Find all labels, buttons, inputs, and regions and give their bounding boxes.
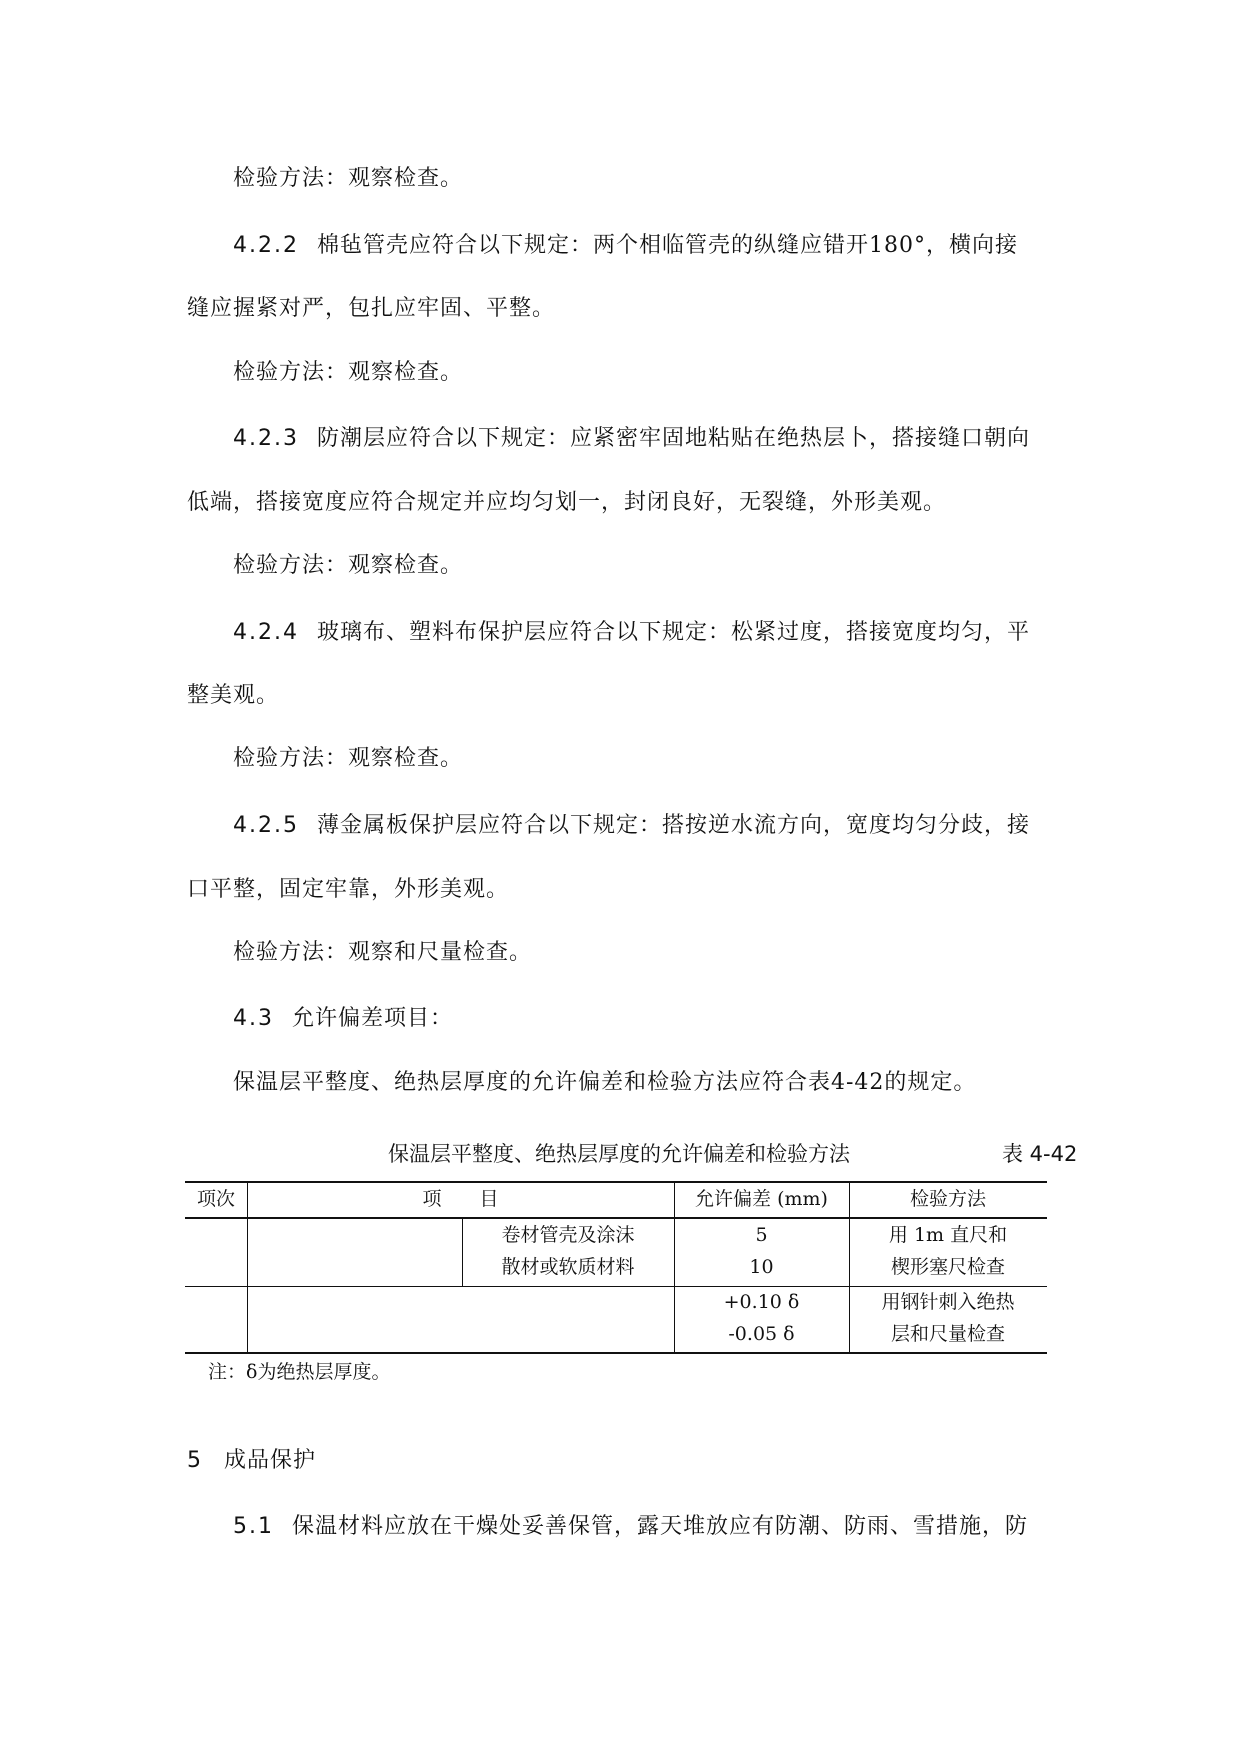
paragraph-table-reference: 保温层平整度、绝热层厚度的允许偏差和检验方法应符合表4-42的规定。: [233, 1070, 977, 1095]
row2-tolerance-a: +0.10 δ: [723, 1291, 800, 1313]
header-tolerance: 允许偏差 (mm): [695, 1188, 828, 1210]
clause-text: 玻璃布、塑料布保护层应符合以下规定：松紧过度，搭接宽度均匀，平: [316, 620, 1030, 645]
clause-number: 4.2.4: [233, 620, 299, 645]
section-title: 成品保护: [224, 1448, 317, 1473]
table-row-rule: [185, 1286, 1047, 1287]
clause-number: 5.1: [233, 1514, 274, 1539]
clause-4-2-3-continued: 低端，搭接宽度应符合规定并应均匀划一，封闭良好，无裂缝，外形美观。: [187, 490, 947, 515]
paragraph-inspection-3: 检验方法：观察检查。: [233, 553, 464, 578]
clause-number: 4.2.2: [233, 233, 299, 258]
header-item-no: 项次: [196, 1188, 235, 1210]
row1-tolerance-b: 10: [749, 1256, 774, 1278]
clause-number: 4.2.3: [233, 426, 299, 451]
clause-4-2-4: [233, 618, 1030, 648]
table-number: 表 4-42: [1002, 1142, 1078, 1166]
header-method: 检验方法: [909, 1188, 986, 1210]
row1-sub-item-b: 散材或软质材料: [501, 1256, 635, 1278]
paragraph-inspection-4: 检验方法：观察检查。: [233, 746, 464, 771]
row1-method-b: 楔形塞尺检查: [890, 1256, 1005, 1278]
row2-method-b: 层和尺量检查: [890, 1323, 1005, 1345]
paragraph-inspection-1: 检验方法：观察检查。: [233, 166, 464, 191]
clause-text: 允许偏差项目：: [292, 1006, 454, 1031]
clause-number: 4.2.5: [233, 813, 299, 838]
header-item: 项 目: [422, 1188, 499, 1210]
table-bottom-rule: [185, 1352, 1047, 1354]
paragraph-inspection-2: 检验方法：观察检查。: [233, 360, 464, 385]
clause-text: 薄金属板保护层应符合以下规定：搭按逆水流方向，宽度均匀分歧，接: [316, 813, 1030, 838]
clause-4-2-5: [233, 811, 1030, 841]
clause-5-1: [233, 1512, 1028, 1542]
clause-4-3: [233, 1004, 453, 1034]
clause-4-2-2-continued: 缝应握紧对严，包扎应牢固、平整。: [187, 296, 556, 321]
row2-tolerance-b: -0.05 δ: [728, 1323, 795, 1345]
clause-text: 防潮层应符合以下规定：应紧密牢固地粘贴在绝热层卜，搭接缝口朝向: [316, 426, 1030, 451]
clause-text: 棉毡管壳应符合以下规定：两个相临管壳的纵缝应错开180°，横向接: [316, 233, 1018, 258]
row1-sub-item-a: 卷材管壳及涂沫: [501, 1224, 635, 1246]
tolerance-table: [185, 1181, 1047, 1354]
row1-method-a: 用 1m 直尺和: [888, 1224, 1008, 1246]
paragraph-inspection-5: 检验方法：观察和尺量检查。: [233, 940, 533, 965]
clause-4-2-2: [233, 231, 1018, 261]
clause-4-2-5-continued: 口平整，固定牢靠，外形美观。: [187, 877, 510, 902]
row2-method-a: 用钢针刺入绝热: [881, 1291, 1015, 1313]
table-caption: 保温层平整度、绝热层厚度的允许偏差和检验方法: [388, 1142, 850, 1166]
row1-tolerance-a: 5: [755, 1224, 768, 1246]
table-header-rule: [185, 1217, 1047, 1219]
section-number: 5: [187, 1448, 202, 1473]
clause-text: 保温材料应放在干燥处妥善保管，露天堆放应有防潮、防雨、雪措施，防: [292, 1514, 1029, 1539]
section-5-heading: [187, 1446, 316, 1476]
table-note: 注：δ为绝热层厚度。: [208, 1361, 391, 1383]
table-top-rule: [185, 1181, 1047, 1183]
clause-4-2-4-continued: 整美观。: [187, 683, 280, 708]
clause-4-2-3: [233, 424, 1030, 454]
clause-number: 4.3: [233, 1006, 274, 1031]
